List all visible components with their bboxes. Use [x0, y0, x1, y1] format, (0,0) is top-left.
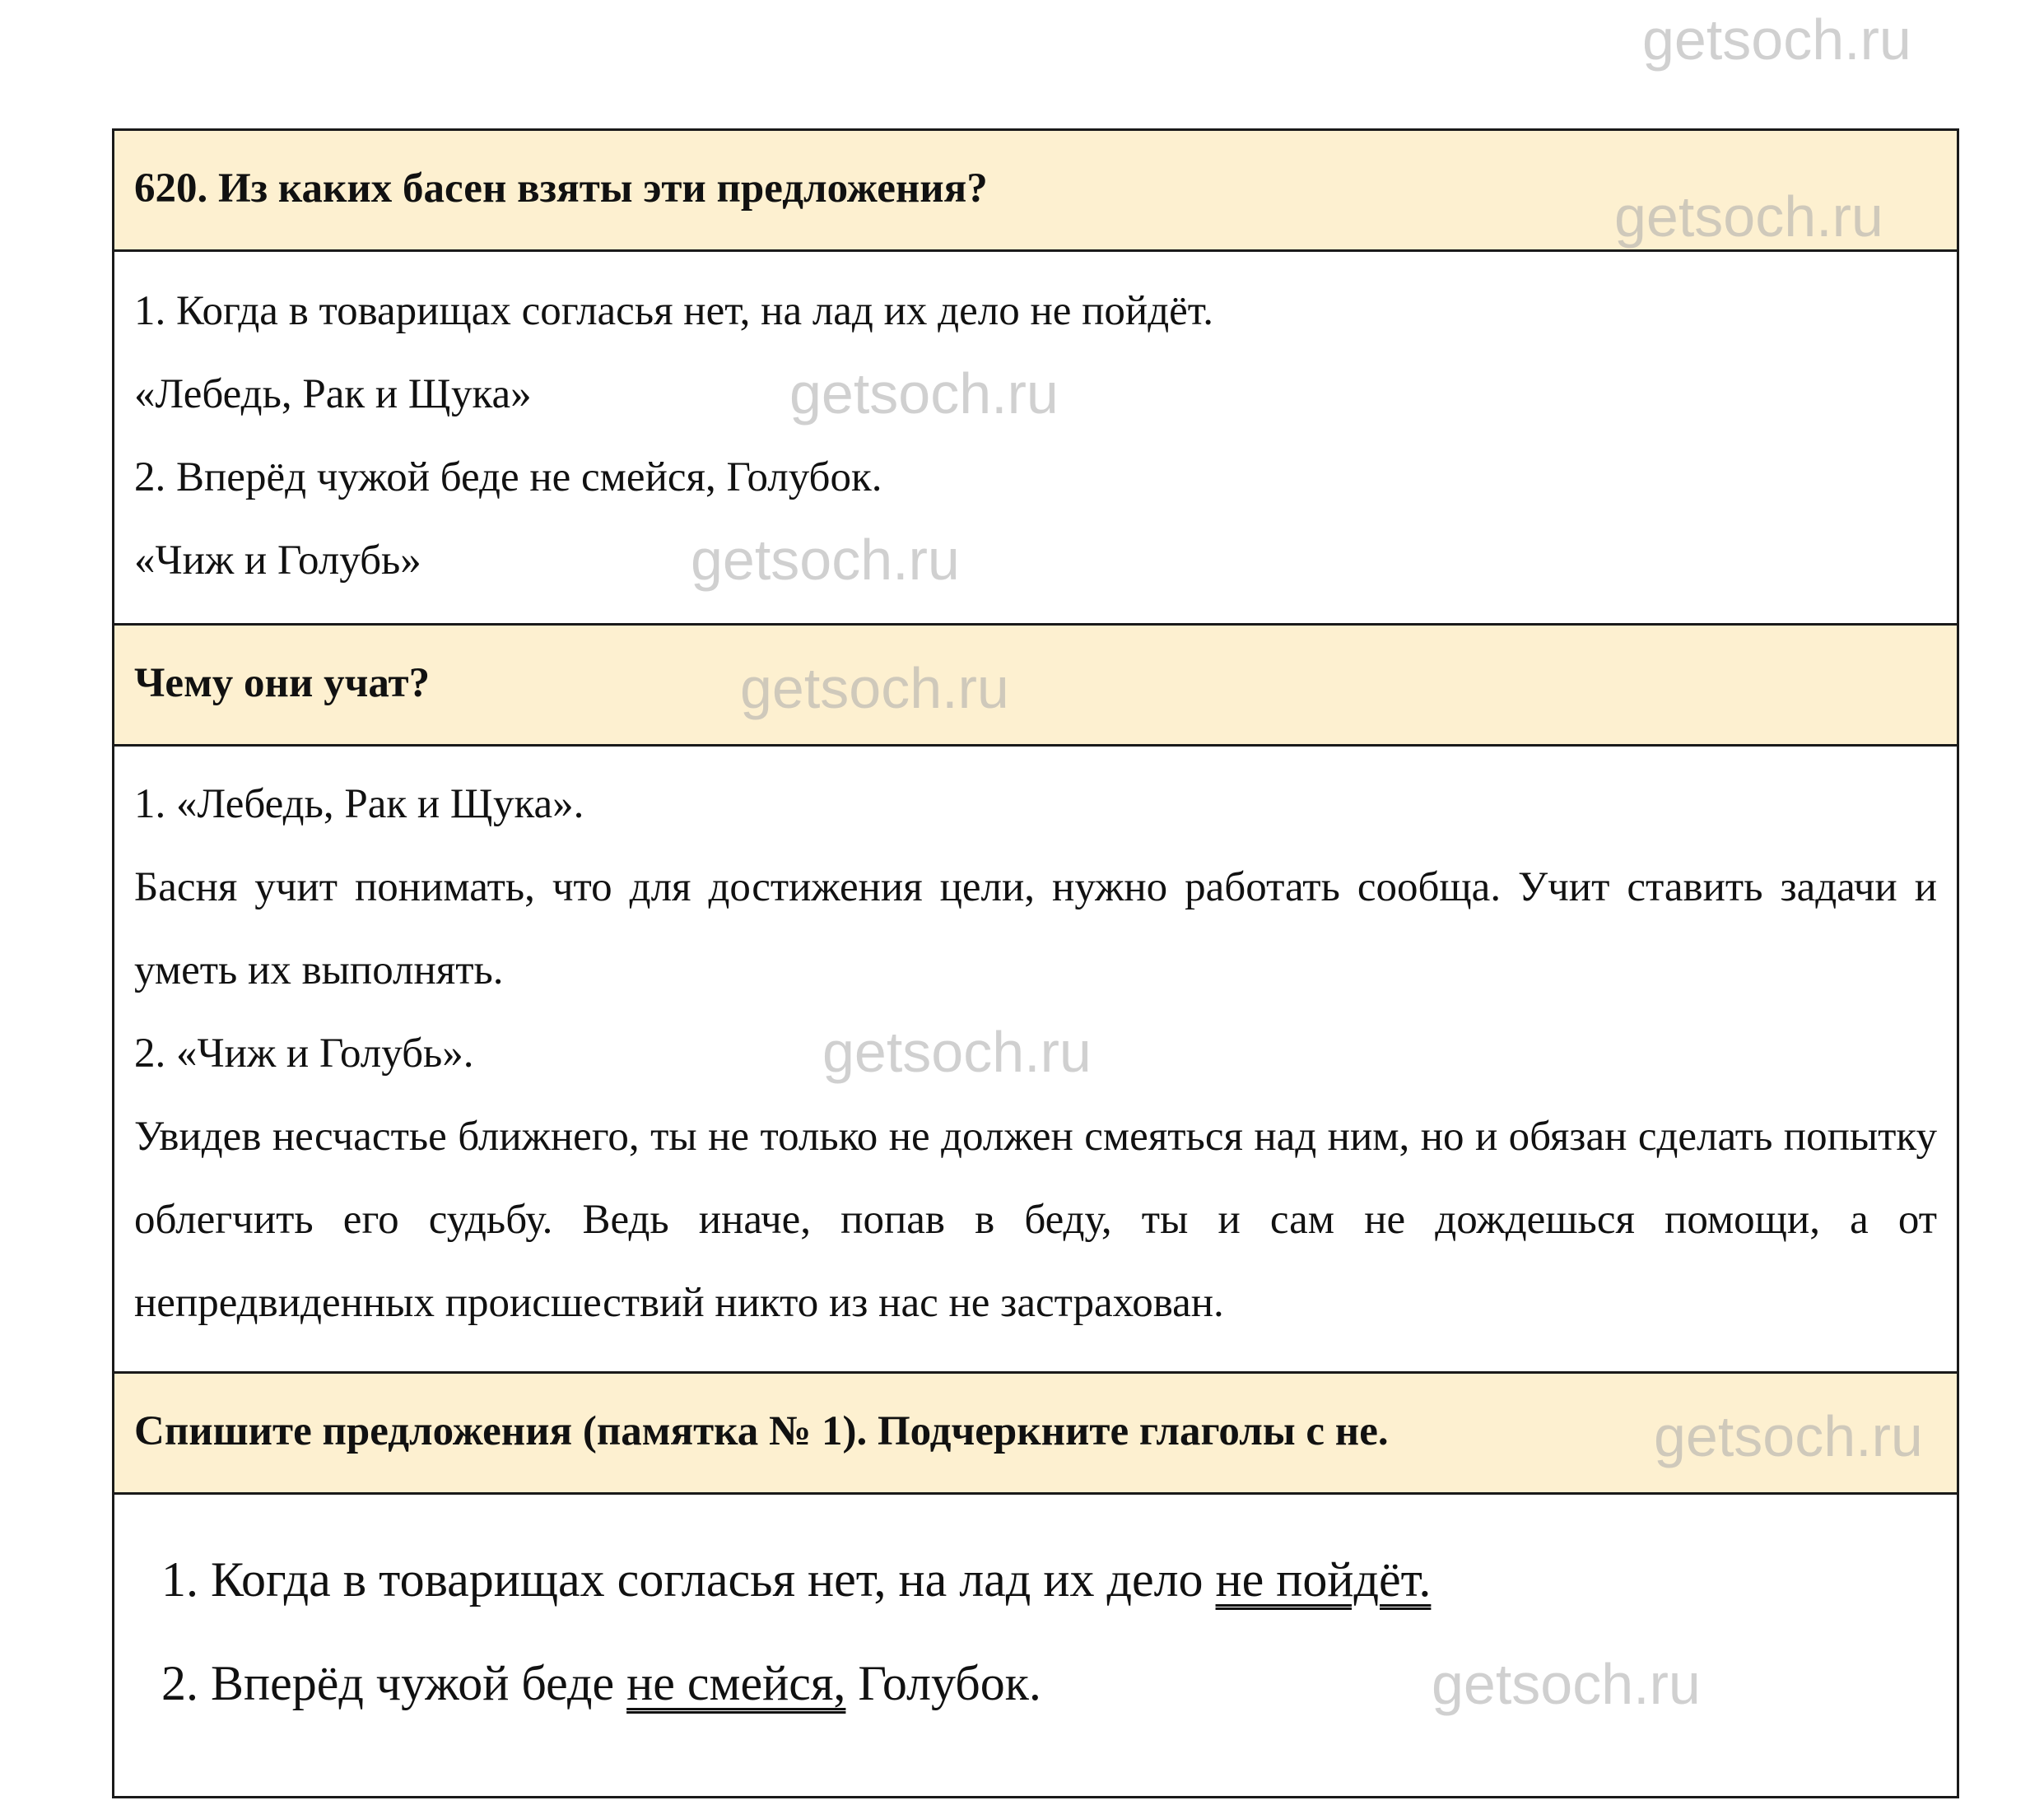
watermark: getsoch.ru [1654, 1404, 1923, 1468]
watermark: getsoch.ru [740, 656, 1009, 720]
task2-header [114, 626, 1957, 747]
watermark: getsoch.ru [822, 1020, 1092, 1084]
item2-title: 2. «Чиж и Голубь». [134, 1030, 474, 1077]
task2-answer [114, 747, 1957, 1374]
watermark: getsoch.ru [691, 528, 960, 592]
sentence-text: 1. Когда в товарищах согласья нет, на лад их дело [161, 1552, 1216, 1607]
watermark: getsoch.ru [789, 361, 1059, 426]
answer-line: «Лебедь, Рак и Щука» [134, 371, 532, 417]
sentence-1 [161, 1528, 1937, 1631]
task1-answer [114, 252, 1957, 626]
watermark: getsoch.ru [1432, 1652, 1701, 1716]
watermark: getsoch.ru [1642, 7, 1911, 72]
underlined-verb: не пойдёт. [1215, 1552, 1432, 1607]
item1-title: 1. «Лебедь, Рак и Щука». [134, 781, 584, 827]
exercise-table [112, 128, 1959, 1798]
underlined-verb: не смейся, [626, 1656, 846, 1710]
task3-answer [114, 1495, 1957, 1796]
sentence-text: Голубок. [845, 1656, 1041, 1710]
item2-text: Увидев несчастье ближнего, ты не только не должен смеяться над ним, но и обязан сделать попытку облегчить его судьбу. Ведь иначе, попав в беду, ты и сам не дождешься помощи, а от непредвиденных происшествий никто из нас не застрахован. [134, 1114, 1937, 1326]
task1-title: 620. Из каких басен взяты эти предложения? [134, 165, 988, 212]
task3-header [114, 1374, 1957, 1495]
sentence-text: 2. Вперёд чужой беде [161, 1656, 627, 1710]
item1-text: Басня учит понимать, что для достижения цели, нужно работать сообща. Учит ставить задачи и уметь их выполнять. [134, 864, 1937, 993]
answer-line: 1. Когда в товарищах согласья нет, на лад их дело не пойдёт. [134, 288, 1214, 334]
answer-line: 2. Вперёд чужой беде не смейся, Голубок. [134, 454, 882, 500]
task3-title: Спишите предложения (памятка № 1). Подчеркните глаголы с не. [134, 1408, 1389, 1454]
watermark: getsoch.ru [1614, 184, 1883, 249]
task1-header [114, 131, 1957, 252]
task2-title: Чему они учат? [134, 660, 431, 706]
sentence-2 [161, 1631, 1937, 1735]
answer-line: «Чиж и Голубь» [134, 537, 421, 584]
